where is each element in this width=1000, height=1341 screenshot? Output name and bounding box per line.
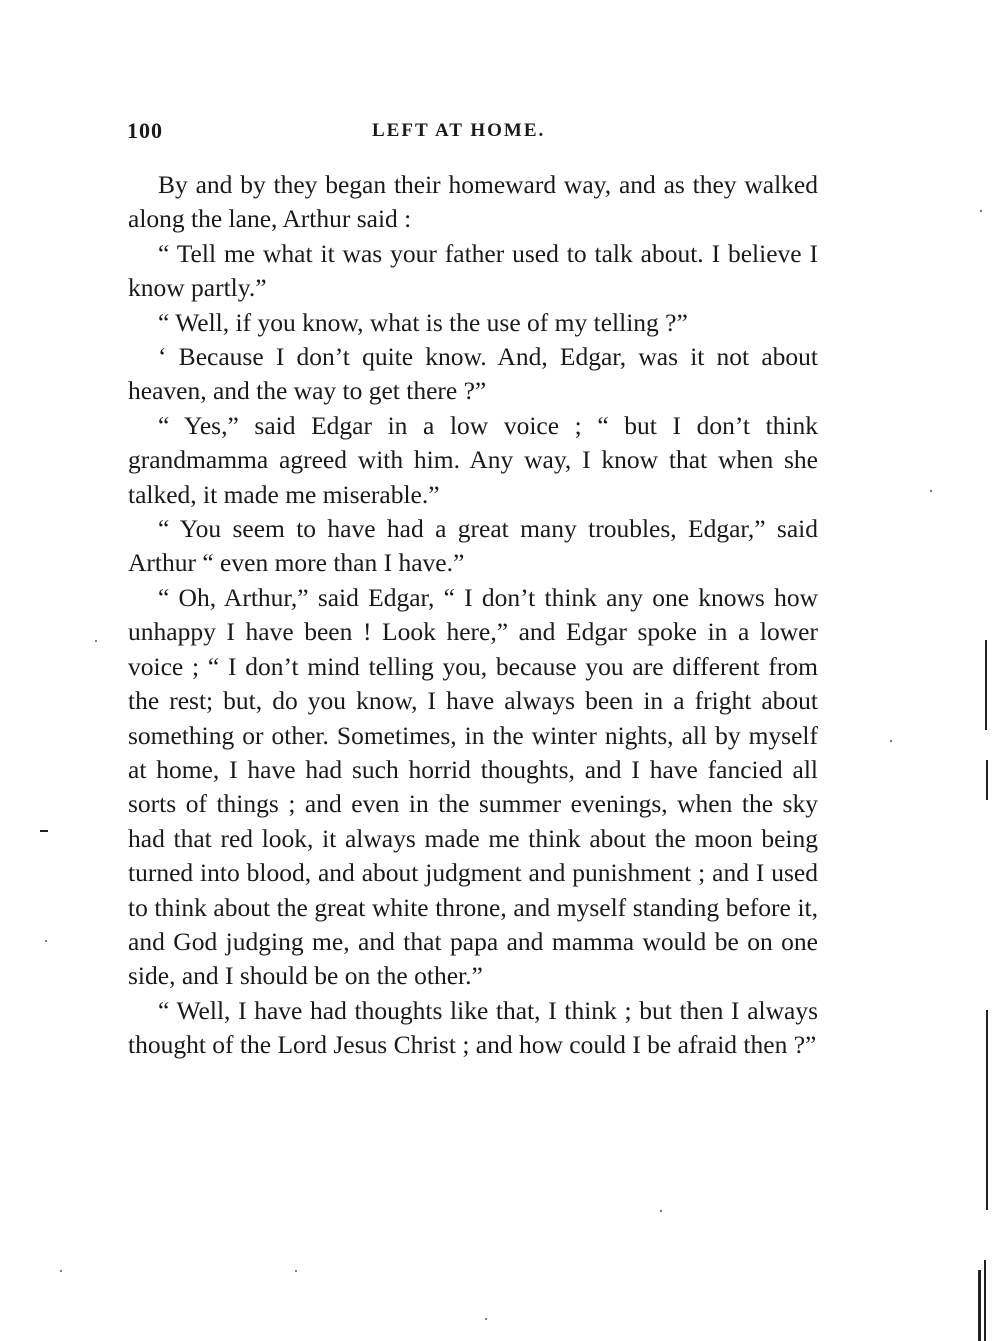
scan-speck	[295, 1270, 297, 1272]
paragraph: “ Oh, Arthur,” said Edgar, “ I don’t think any one knows how unhappy I have been ! Look here,” and Edgar spoke in a lower voice ; “ I don’t mind telling you, because you are different from the rest; but, do you know, I have always been in a fright about something or other. Sometimes, in the winter nights, all by myself at home, I have had such horrid thoughts, and I have fancied all sorts of things ; and even in the summer evenings, when the sky had that red look, it always made me think about the moon being turned into blood, and about judgment and punishment ; and I used to think about the great white throne, and myself standing before it, and God judging me, and that papa and mamma would be on one side, and I should be on the other.”	[128, 582, 818, 991]
paragraph: “ Well, I have had thoughts like that, I think ; but then I always thought of the Lord Jesus Christ ; and how could I be afraid then ?”	[128, 995, 818, 1060]
scan-edge-mark	[978, 1270, 981, 1341]
page-number: 100	[127, 118, 163, 143]
scan-speck	[45, 940, 47, 942]
paragraph: “ Well, if you know, what is the use of my telling ?”	[158, 307, 688, 337]
scan-edge-mark	[40, 830, 48, 832]
scan-edge-mark	[986, 760, 988, 800]
paragraph: “ Yes,” said Edgar in a low voice ; “ but I don’t think grandmamma agreed with him. Any way, I know that when she talked, it made me miserable.”	[128, 410, 818, 509]
paragraph: By and by they began their homeward way, and as they walked along the lane, Arthur said :	[128, 170, 818, 234]
scan-edge-mark	[984, 1260, 986, 1341]
scan-speck	[95, 640, 97, 642]
scan-edge-mark	[986, 1010, 988, 1210]
running-title: LEFT AT HOME.	[372, 120, 546, 141]
paragraph: “ Tell me what it was your father used to talk about. I believe I know partly.”	[128, 238, 818, 303]
paragraph: “ You seem to have had a great many troubles, Edgar,” said Arthur “ even more than I have.”	[128, 514, 818, 578]
scan-speck	[930, 490, 932, 492]
scan-speck	[980, 210, 982, 212]
scan-edge-mark	[985, 640, 987, 730]
scan-speck	[485, 1318, 487, 1320]
running-head	[127, 118, 817, 148]
scan-speck	[60, 1270, 62, 1272]
scan-speck	[660, 1210, 662, 1212]
body-text	[128, 168, 818, 1063]
paragraph: ‘ Because I don’t quite know. And, Edgar, was it not about heaven, and the way to get there ?”	[128, 342, 818, 406]
scan-speck	[890, 740, 892, 742]
